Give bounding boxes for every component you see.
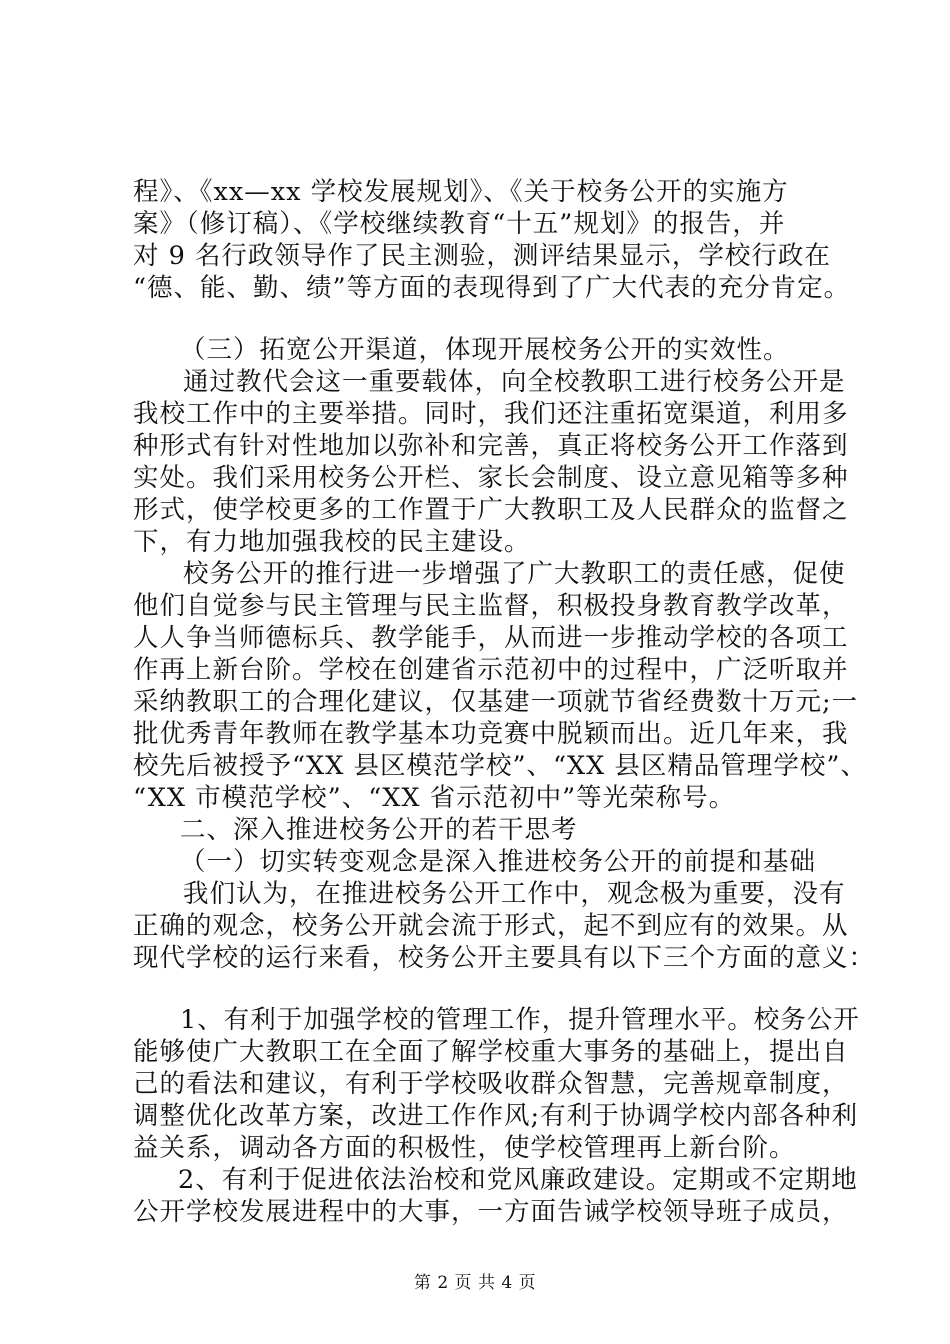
section-heading: （三）拓宽公开渠道，体现开展校务公开的实效性。 bbox=[180, 335, 790, 365]
text-line: 2、有利于促进依法治校和党风廉政建设。定期或不定期地 bbox=[178, 1165, 858, 1195]
text-line: 益关系，调动各方面的积极性，使学校管理再上新台阶。 bbox=[133, 1133, 796, 1163]
text-line: 正确的观念，校务公开就会流于形式，起不到应有的效果。从 bbox=[133, 911, 849, 941]
text-line: 对 9 名行政领导作了民主测验，测评结果显示，学校行政在 bbox=[133, 241, 831, 271]
text-line: 实处。我们采用校务公开栏、家长会制度、设立意见箱等多种 bbox=[133, 463, 849, 493]
text-line: 人人争当师德标兵、教学能手，从而进一步推动学校的各项工 bbox=[133, 623, 849, 653]
text-line: 现代学校的运行来看，校务公开主要具有以下三个方面的意义： bbox=[133, 943, 876, 973]
text-line: 校先后被授予“XX 县区模范学校”、“XX 县区精品管理学校”、 bbox=[133, 751, 867, 781]
page-number: 第 2 页 共 4 页 bbox=[413, 1273, 537, 1293]
text-line: 能够使广大教职工在全面了解学校重大事务的基础上，提出自 bbox=[133, 1037, 849, 1067]
text-line: 种形式有针对性地加以弥补和完善，真正将校务公开工作落到 bbox=[133, 431, 849, 461]
section-heading: 二、深入推进校务公开的若干思考 bbox=[180, 815, 578, 845]
text-line: 校务公开的推行进一步增强了广大教职工的责任感，促使 bbox=[183, 559, 846, 589]
text-line: 采纳教职工的合理化建议，仅基建一项就节省经费数十万元;一 bbox=[133, 687, 859, 717]
text-line: 作再上新台阶。学校在创建省示范初中的过程中，广泛听取并 bbox=[133, 655, 849, 685]
text-line: 我们认为，在推进校务公开工作中，观念极为重要，没有 bbox=[183, 879, 846, 909]
text-line: 批优秀青年教师在教学基本功竞赛中脱颖而出。近几年来，我 bbox=[133, 719, 849, 749]
text-line: “XX 市模范学校”、“XX 省示范初中”等光荣称号。 bbox=[133, 783, 736, 813]
text-line: 1、有利于加强学校的管理工作，提升管理水平。校务公开 bbox=[180, 1005, 860, 1035]
text-line: 他们自觉参与民主管理与民主监督，积极投身教育教学改革， bbox=[133, 591, 849, 621]
subsection-heading: （一）切实转变观念是深入推进校务公开的前提和基础 bbox=[180, 847, 817, 877]
text-line: “德、能、勤、绩”等方面的表现得到了广大代表的充分肯定。 bbox=[133, 273, 851, 303]
text-line: 通过教代会这一重要载体，向全校教职工进行校务公开是 bbox=[183, 367, 846, 397]
text-line: 我校工作中的主要举措。同时，我们还注重拓宽渠道，利用多 bbox=[133, 399, 849, 429]
text-line: 己的看法和建议，有利于学校吸收群众智慧，完善规章制度， bbox=[133, 1069, 849, 1099]
text-line: 程》、《xx—xx 学校发展规划》、《关于校务公开的实施方 bbox=[133, 177, 789, 207]
text-line: 案》（修订稿）、《学校继续教育“十五”规划》的报告，并 bbox=[133, 209, 786, 239]
text-line: 形式，使学校更多的工作置于广大教职工及人民群众的监督之 bbox=[133, 495, 849, 525]
text-line: 调整优化改革方案，改进工作作风;有利于协调学校内部各种利 bbox=[133, 1101, 859, 1131]
text-line: 下，有力地加强我校的民主建设。 bbox=[133, 527, 531, 557]
text-line: 公开学校发展进程中的大事，一方面告诫学校领导班子成员， bbox=[133, 1197, 849, 1227]
